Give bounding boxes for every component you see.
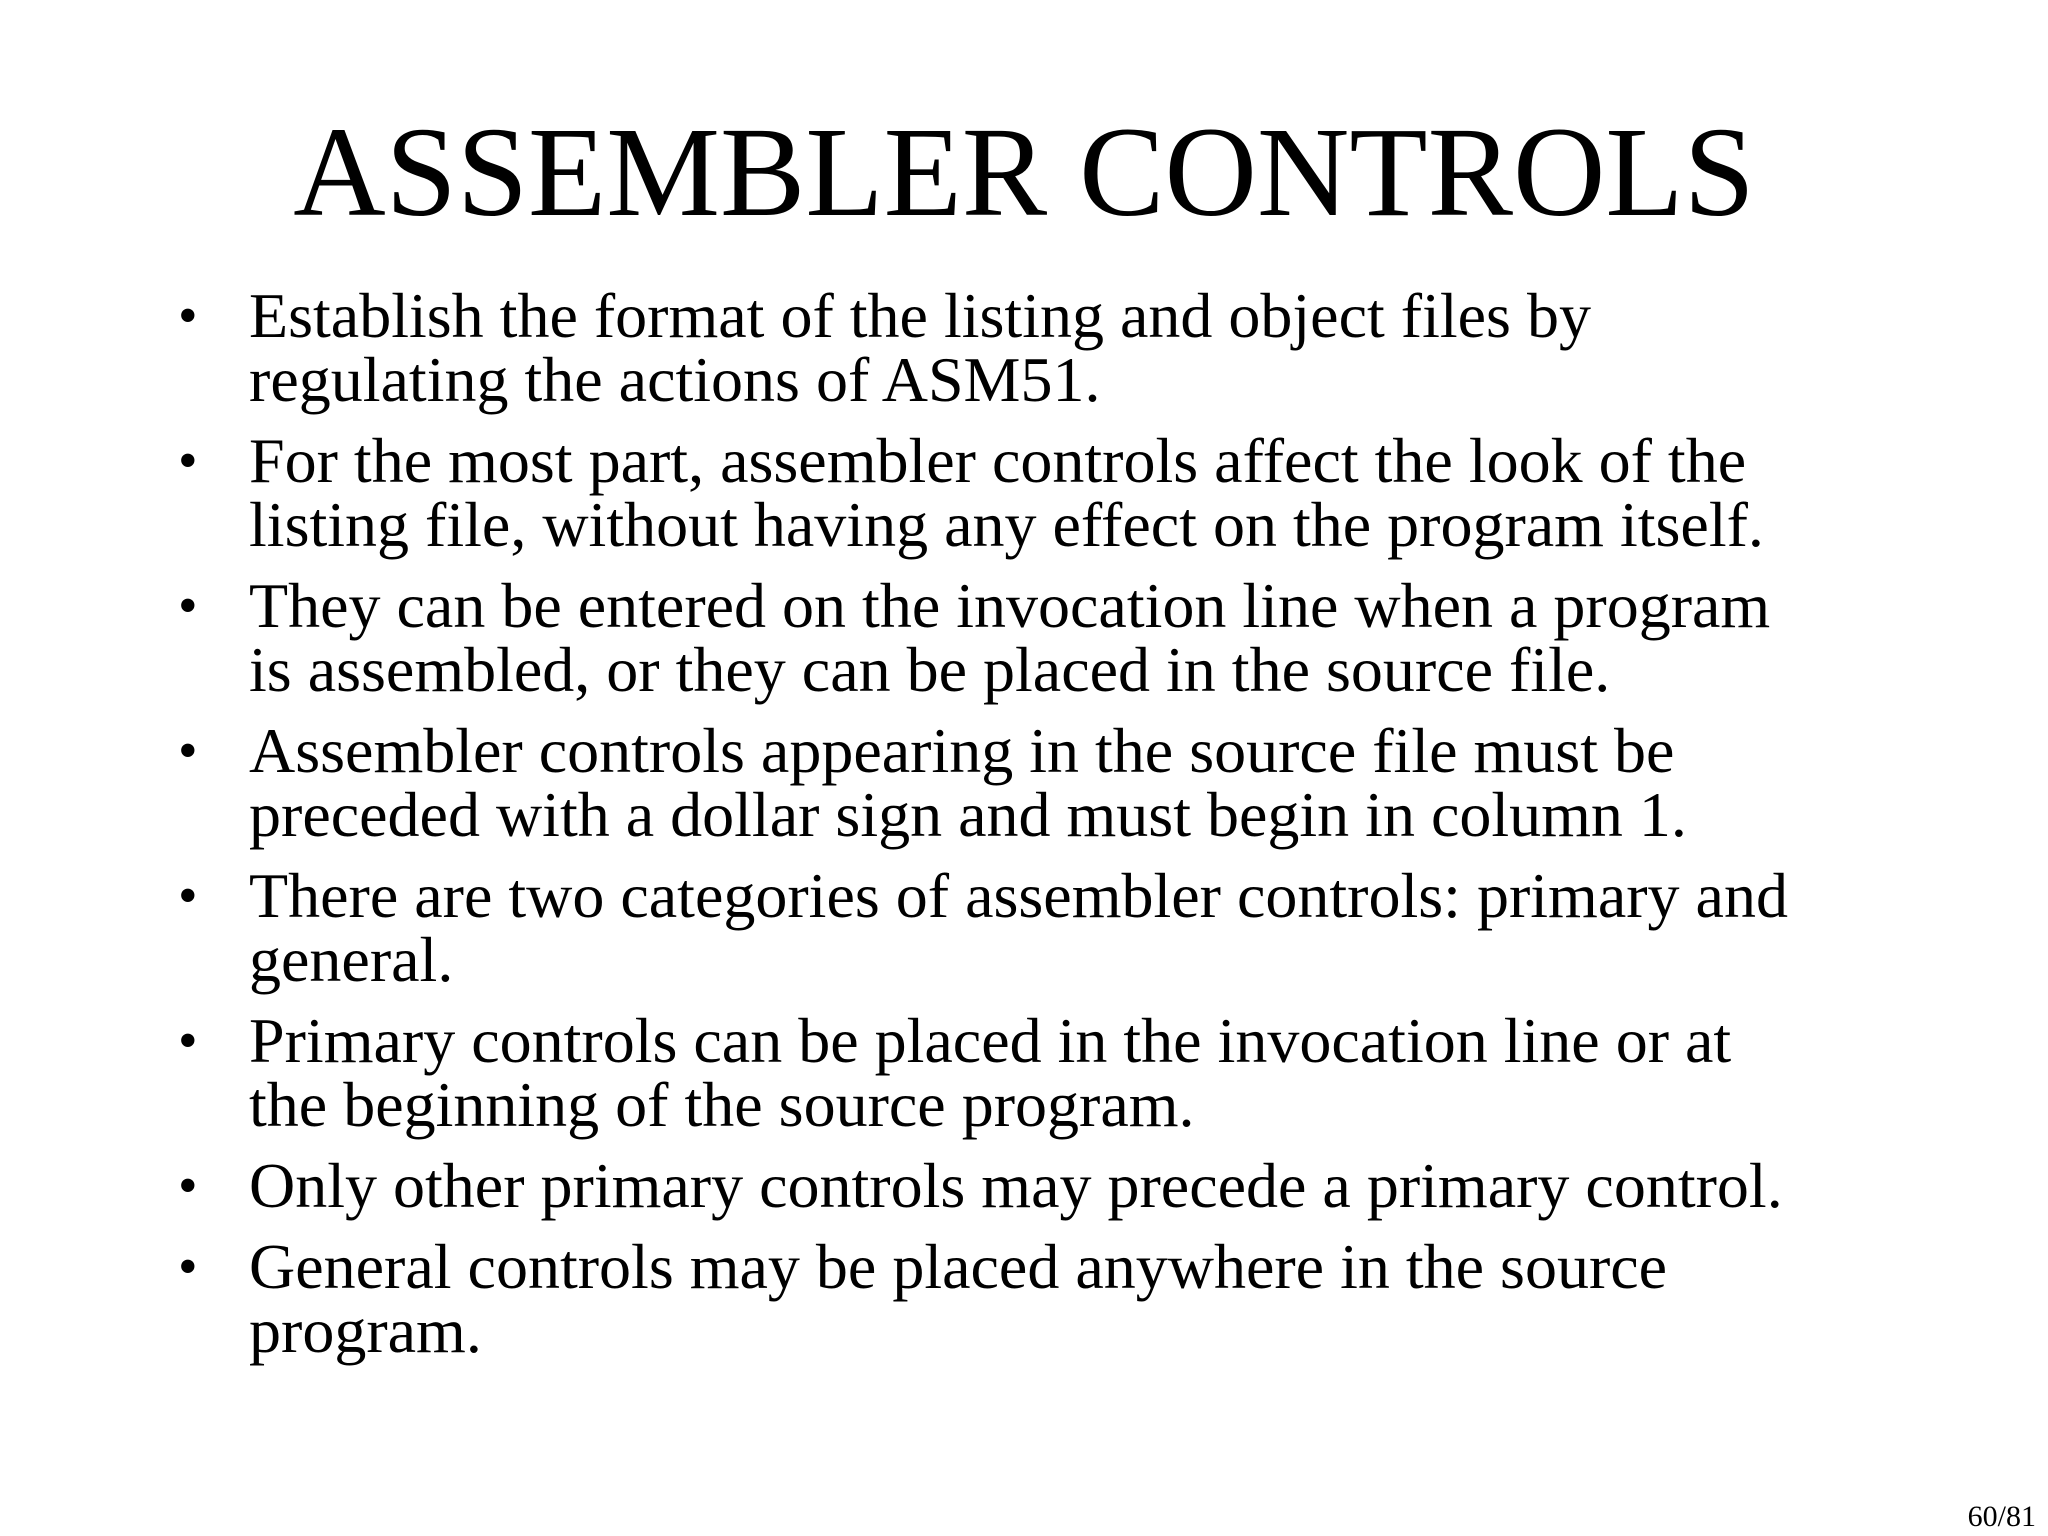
bullet-line: For the most part, assembler controls affect the look of the <box>249 425 1747 496</box>
bullet-item <box>0 1005 1900 1140</box>
bullet-line: Primary controls can be placed in the invocation line or at <box>249 1005 1732 1076</box>
bullet-line: regulating the actions of ASM51. <box>249 344 1101 415</box>
bullet-line: preceded with a dollar sign and must begin in column 1. <box>249 779 1687 850</box>
bullet-item <box>0 425 1900 560</box>
bullet-item <box>0 860 1900 995</box>
slide-title: ASSEMBLER CONTROLS <box>293 101 1755 243</box>
bullet-dot-icon: • <box>178 1236 198 1298</box>
bullet-line: general. <box>249 924 454 995</box>
bullet-dot-icon: • <box>178 1155 198 1217</box>
bullet-dot-icon: • <box>178 865 198 927</box>
bullet-dot-icon: • <box>178 575 198 637</box>
bullet-line: Establish the format of the listing and object files by <box>249 280 1591 351</box>
bullet-item <box>0 1150 1900 1221</box>
bullet-dot-icon: • <box>178 1010 198 1072</box>
bullet-item <box>0 280 1900 415</box>
page-number: 60/81 <box>1967 1500 2036 1533</box>
bullet-line: listing file, without having any effect on the program itself. <box>249 489 1764 560</box>
bullet-dot-icon: • <box>178 430 198 492</box>
bullet-line: There are two categories of assembler controls: primary and <box>249 860 1788 931</box>
bullet-line: is assembled, or they can be placed in the source file. <box>249 634 1611 705</box>
bullet-list <box>0 280 1900 1380</box>
bullet-line: They can be entered on the invocation line when a program <box>249 570 1771 641</box>
bullet-item <box>0 570 1900 705</box>
bullet-dot-icon: • <box>178 285 198 347</box>
bullet-line: General controls may be placed anywhere in the source <box>249 1231 1668 1302</box>
bullet-dot-icon: • <box>178 720 198 782</box>
bullet-item <box>0 1231 1900 1366</box>
bullet-line: the beginning of the source program. <box>249 1069 1195 1140</box>
bullet-item <box>0 715 1900 850</box>
bullet-line: Assembler controls appearing in the source file must be <box>249 715 1675 786</box>
bullet-line: program. <box>249 1295 482 1366</box>
bullet-line: Only other primary controls may precede a primary control. <box>249 1150 1783 1221</box>
